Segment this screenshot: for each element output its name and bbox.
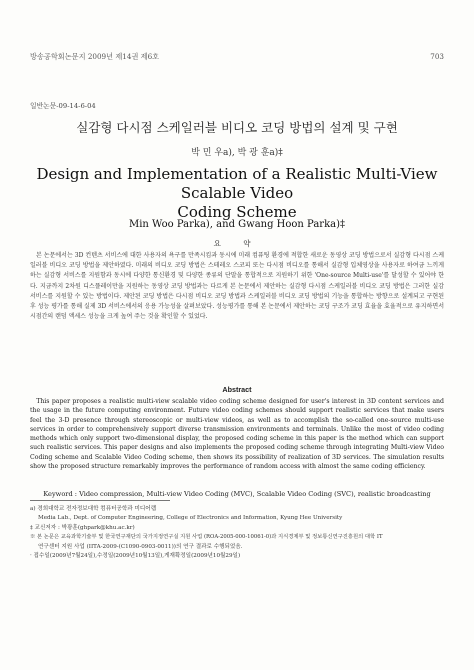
footnote-affiliation-kr: a) 경희대학교 전자정보대학 컴퓨터공학과 미디어랩 xyxy=(30,506,157,512)
paper-id: 일반논문-09-14-6-04 xyxy=(30,102,96,110)
footnotes xyxy=(30,505,444,561)
english-title-line2: Coding Scheme xyxy=(177,203,297,221)
english-authors: Min Woo Parka), and Gwang Hoon Parka)‡ xyxy=(128,219,345,230)
korean-abstract: 본 논문에서는 3D 컨텐츠 서비스에 대한 사용자의 욕구를 만족시킴과 동시에 미래 컴퓨팅 환경에 적합한 새로운 동영상 코딩 방법으로서 실감형 다시점 스케일러블 비디오 코딩 방법을 제안하였다. 미래의 비디오 코딩 방법은 스테레오 스코피 또는 다시점 비디오를 통해서 실감형 입체영상을 사용자로 하여금 느끼게 하는 실감형 서비스를 지원함과 동시에 다양한 통신환경 및 다양한 종류의 단말을 통합적으로 지원하기 위한 'One-source Multi-use'를 달성할 수 있어야 한다. 지금까지 2차원 디스플레이만을 지원하는 동영상 코딩 방법과는 다르게 본 논문에서 제안하는 실감형 다시점 스케일러블 비디오 코딩 방법은 그러한 실감 서비스를 지원할 수 있는 방법이다. 제안된 코딩 방법은 다시점 비디오 코딩 방법과 스케일러블 비디오 코딩 방법의 기능을 통합하는 방향으로 설계되고 구현된 후 성능 평가를 통해 실제 3D 서비스에서의 응용 가능성을 살펴보았다. 성능평가를 통해 본 논문에서 제안하는 코딩 구조가 코딩 효율을 효율적으로 유지하면서 시점간의 랜덤 액세스 성능을 크게 높여 주는 것을 확인할 수 있었다. xyxy=(30,252,444,321)
footnote-funding-1: ※ 본 논문은 교육과학기술부 및 한국연구재단의 국가지정연구실 지원 사업 (ROA-2005-000-10061-0)과 지식경제부 및 정보통신연구진흥원의 대학 IT xyxy=(30,534,383,541)
footnote-funding-2: 연구센터 지원 사업 (IITA-2009-(C1090-0903-0011))의 연구 결과로 수행되었음. xyxy=(38,543,243,550)
english-title-line1: Design and Implementation of a Realistic Multi-View Scalable Video xyxy=(36,165,438,202)
korean-abstract-heading: 요 약 xyxy=(213,239,261,248)
english-title xyxy=(20,165,454,222)
footnote-divider xyxy=(30,500,170,501)
journal-header: 방송공학회논문지 2009년 제14권 제6호 xyxy=(30,52,160,61)
korean-title: 실감형 다시점 스케일러블 비디오 코딩 방법의 설계 및 구현 xyxy=(76,120,398,135)
korean-authors: 박 민 우a), 박 광 훈a)‡ xyxy=(191,148,283,158)
footnote-affiliation-en: Media Lab., Dept. of Computer Engineering, College of Electronics and Information, Kyung Hee University xyxy=(38,515,343,522)
english-abstract: This paper proposes a realistic multi-view scalable video coding scheme designed for user's interest in 3D content services and the usage in the future computing environment. Future video coding schemes should support realistic services that make users feel the 3-D presence through stereoscopic or multi-view videos, as well as to accomplish the so-called one-source multi-use services in order to comprehensively support diverse transmission environments and terminals. Unlike the most of video coding methods which only support two-dimensional display, the proposed coding scheme in this paper is the method which can support such realistic services. This paper designs and also implements the proposed coding scheme through integrating Multi-view Video Coding scheme and Scalable Video Coding scheme, then shows its possibility of realization of 3D services. The simulation results show the proposed structure remarkably improves the performance of random access with almost the same coding efficiency. xyxy=(30,398,444,471)
page-number: 703 xyxy=(430,52,444,61)
footnote-corresponding-author: ‡ 교신저자 : 박광훈(ghpark@khu.ac.kr) xyxy=(30,524,135,531)
keywords: Keyword : Video compression, Multi-view Video Coding (MVC), Scalable Video Coding (SVC), realistic broadcasting xyxy=(43,490,431,498)
footnote-dates: · 접수일(2009년7월24일),수정일(2009년10월13일),게재확정일(2009년10월29일) xyxy=(30,553,241,560)
english-abstract-heading: Abstract xyxy=(222,385,252,394)
